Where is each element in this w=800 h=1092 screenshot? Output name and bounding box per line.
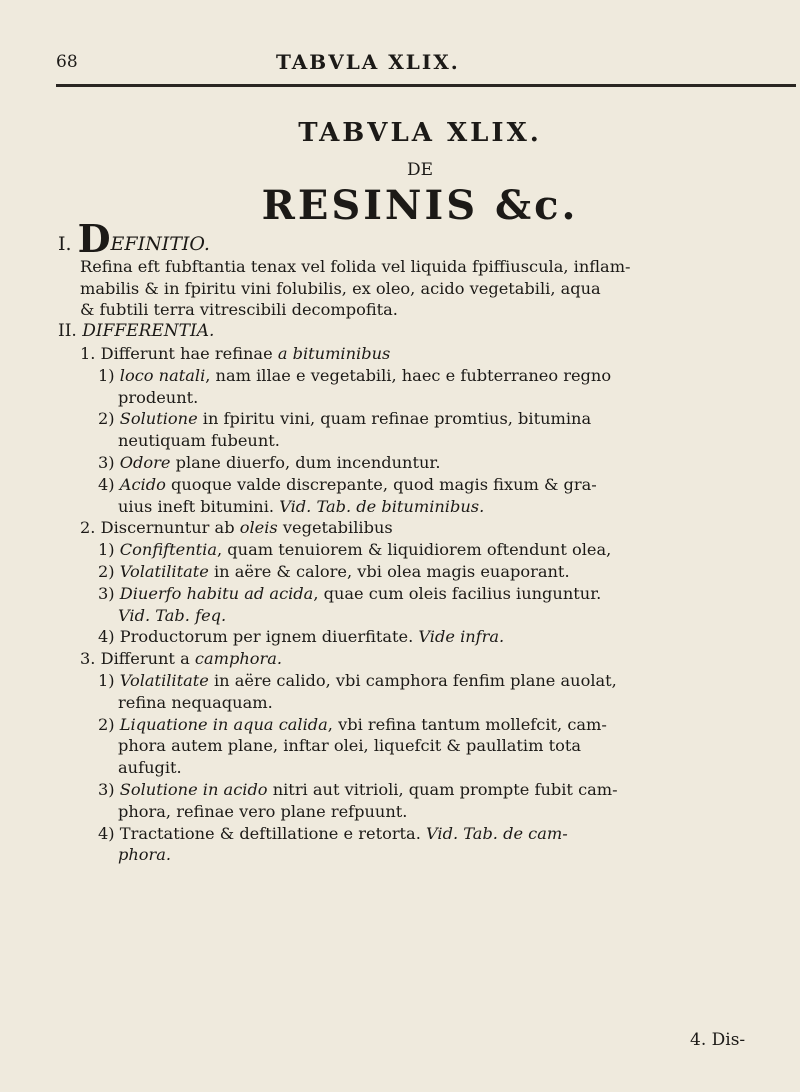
- text-line: [80, 583, 800, 605]
- text-line: refina nequaquam.: [118, 692, 273, 712]
- page-number: 68: [56, 52, 78, 72]
- text-line: phora, refinae vero plane refpuunt.: [118, 801, 408, 821]
- item-number: 1): [98, 540, 115, 560]
- table-title: TABVLA XLIX.: [298, 118, 542, 148]
- italic-span: Volatilitate: [119, 561, 209, 581]
- heading-differentia: [58, 321, 800, 343]
- text-line: [80, 474, 800, 496]
- text-line: Refina eft fubftantia tenax vel folida vel liquida fpiffiuscula, inflam-: [80, 256, 631, 276]
- italic-span: Odore: [119, 452, 171, 472]
- text-line: [80, 561, 800, 583]
- item-number: 3): [98, 452, 115, 472]
- italic-span: Volatilitate: [119, 670, 209, 690]
- italic-span: Confiftentia: [119, 540, 217, 560]
- italic-span: oleis: [239, 518, 278, 538]
- italic-span: Vide infra.: [418, 627, 505, 647]
- item-number: 2.: [80, 518, 96, 538]
- heading-definitio: [58, 216, 800, 261]
- text-span: Differunt hae refinae: [100, 343, 278, 363]
- text-line: neutiquam fubeunt.: [118, 431, 280, 451]
- body-text: [58, 216, 800, 866]
- item-number: 4): [98, 474, 115, 494]
- title-resinis: RESINIS &c.: [261, 182, 579, 229]
- item-number: 4): [98, 823, 115, 843]
- text-span: Discernuntur ab: [100, 518, 240, 538]
- text-line: [80, 517, 800, 539]
- item-number: 3): [98, 583, 115, 603]
- section-number: II.: [58, 321, 77, 342]
- text-span: uius ineft bitumini.: [118, 496, 280, 516]
- text-line: prodeunt.: [118, 387, 199, 407]
- text-span: , quae cum oleis facilius iunguntur.: [313, 583, 602, 603]
- running-title: TABVLA XLIX.: [276, 50, 460, 74]
- italic-span: Acido: [119, 474, 166, 494]
- text-span: in aëre calido, vbi camphora fenfim plane auolat,: [208, 670, 617, 690]
- italic-span: a bituminibus: [277, 343, 391, 363]
- item-number: 2): [98, 714, 115, 734]
- text-line: [80, 365, 800, 387]
- text-line: [80, 626, 800, 648]
- text-line: [80, 408, 800, 430]
- text-line: & fubtili terra vitrescibili decompofita.: [80, 300, 398, 320]
- drop-cap: D: [77, 216, 111, 261]
- italic-span: Solutione: [119, 409, 198, 429]
- text-span: vegetabilibus: [277, 518, 393, 538]
- text-line: aufugit.: [118, 758, 182, 778]
- text-line: [80, 823, 800, 845]
- item-number: 2): [98, 409, 115, 429]
- italic-span: Diuerfo habitu ad acida: [119, 583, 314, 603]
- text-span: Tractatione & deftillatione e retorta.: [119, 823, 427, 843]
- italic-span: Liquatione in aqua calida: [119, 714, 328, 734]
- italic-span: camphora.: [194, 649, 283, 669]
- heading-text: DIFFERENTIA.: [82, 321, 215, 342]
- text-span: , vbi refina tantum mollefcit, cam-: [327, 714, 607, 734]
- catchword: 4. Dis-: [690, 1030, 746, 1050]
- item-number: 3): [98, 779, 115, 799]
- text-line: [80, 670, 800, 692]
- text-line: [80, 343, 800, 365]
- text-span: , quam tenuiorem & liquidiorem oftendunt olea,: [216, 540, 612, 560]
- heading-text: EFINITIO.: [110, 233, 210, 255]
- text-span: quoque valde discrepante, quod magis fixum & gra-: [165, 474, 597, 494]
- italic-span: phora.: [118, 845, 172, 865]
- title-de: DE: [406, 160, 434, 180]
- text-span: in aëre & calore, vbi olea magis euaporant.: [208, 561, 570, 581]
- item-number: 2): [98, 561, 115, 581]
- text-line: [80, 648, 800, 670]
- text-line: [80, 714, 800, 736]
- text-span: , nam illae e vegetabili, haec e fubterraneo regno: [205, 365, 612, 385]
- italic-span: Vid. Tab. de bituminibus.: [279, 496, 485, 516]
- text-span: Differunt a: [100, 649, 195, 669]
- text-span: nitri aut vitrioli, quam prompte fubit cam-: [267, 779, 618, 799]
- item-number: 1): [98, 365, 115, 385]
- text-line: [80, 539, 800, 561]
- text-span: plane diuerfo, dum incenduntur.: [170, 452, 441, 472]
- item-number: 4): [98, 627, 115, 647]
- running-head: [56, 50, 796, 80]
- italic-span: Vid. Tab. feq.: [118, 605, 227, 625]
- section-number: I.: [58, 233, 72, 255]
- italic-span: Solutione in acido: [119, 779, 268, 799]
- text-line: [80, 779, 800, 801]
- text-line: mabilis & in fpiritu vini folubilis, ex oleo, acido vegetabili, aqua: [80, 278, 601, 298]
- text-line: phora autem plane, inftar olei, liquefcit & paullatim tota: [118, 736, 582, 756]
- item-number: 1.: [80, 343, 96, 363]
- item-number: 1): [98, 670, 115, 690]
- item-number: 3.: [80, 649, 96, 669]
- text-span: in fpiritu vini, quam refinae promtius, bitumina: [197, 409, 592, 429]
- text-line: [80, 844, 800, 866]
- header-rule: [56, 84, 796, 87]
- italic-span: Vid. Tab. de cam-: [426, 823, 568, 843]
- italic-span: loco natali: [119, 365, 206, 385]
- title-block: [0, 118, 800, 229]
- text-span: Productorum per ignem diuerfitate.: [119, 627, 419, 647]
- text-line: [80, 452, 800, 474]
- text-line: [80, 496, 800, 518]
- text-line: [80, 605, 800, 627]
